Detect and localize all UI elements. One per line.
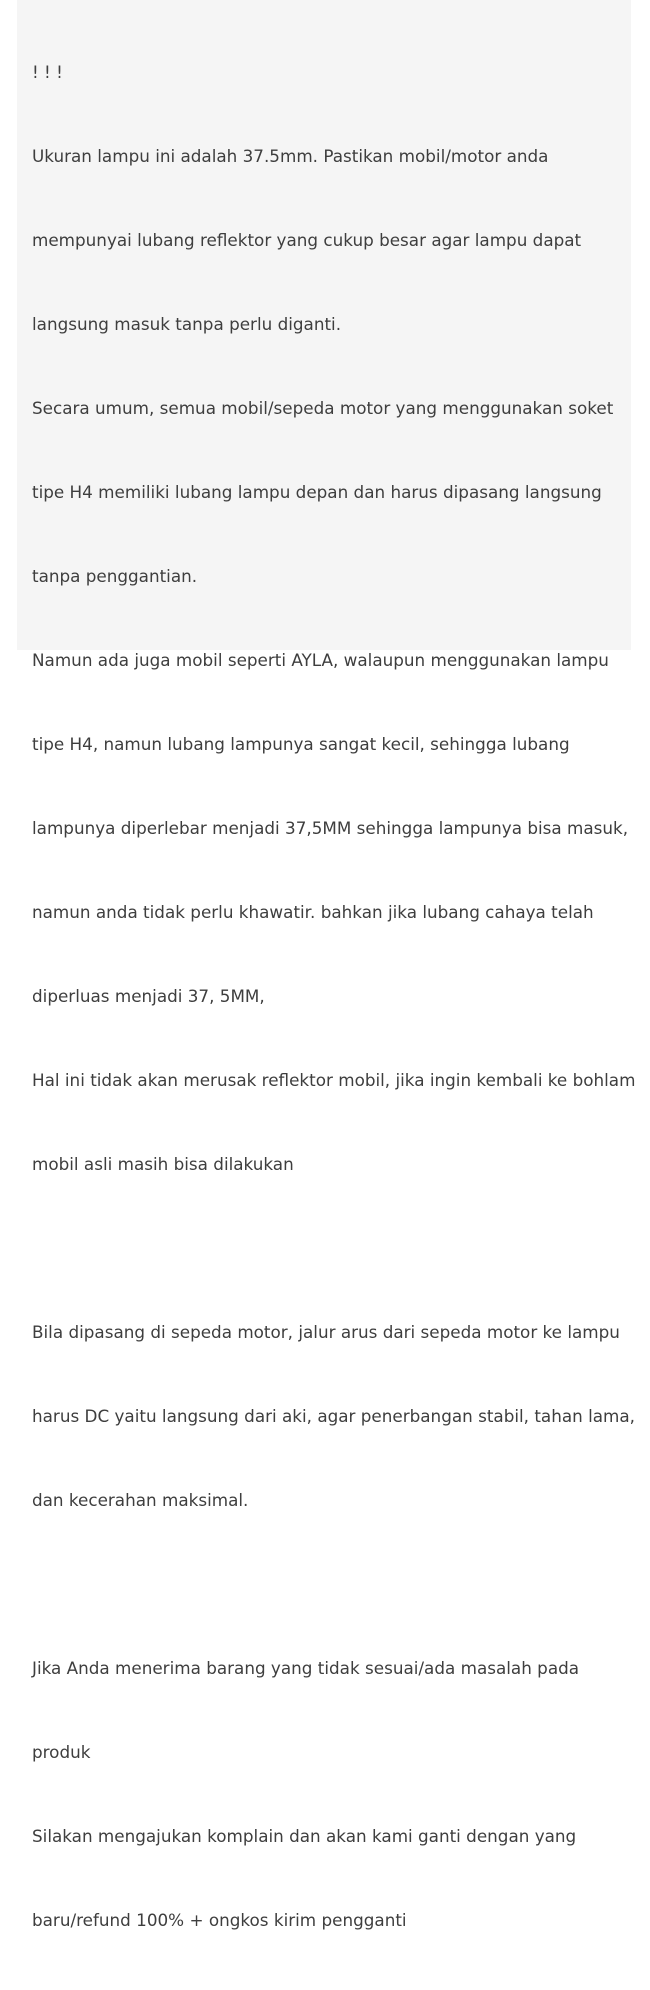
description-line: langsung masuk tanpa perlu diganti. bbox=[32, 314, 342, 334]
description-line: harus DC yaitu langsung dari aki, agar penerbangan stabil, tahan lama, bbox=[32, 1406, 636, 1426]
description-line: Bila dipasang di sepeda motor, jalur arus dari sepeda motor ke lampu bbox=[32, 1322, 620, 1342]
description-line: tipe H4 memiliki lubang lampu depan dan harus dipasang langsung bbox=[32, 482, 602, 502]
description-line: baru/refund 100% + ongkos kirim pengganti bbox=[32, 1910, 407, 1930]
description-line: mempunyai lubang reflektor yang cukup besar agar lampu dapat bbox=[32, 230, 582, 250]
description-line: tanpa penggantian. bbox=[32, 566, 198, 586]
product-description-text bbox=[32, 2, 636, 1990]
description-line: namun anda tidak perlu khawatir. bahkan jika lubang cahaya telah bbox=[32, 902, 594, 922]
description-line: Hal ini tidak akan merusak reflektor mobil, jika ingin kembali ke bohlam bbox=[32, 1070, 636, 1090]
description-line: produk bbox=[32, 1742, 91, 1762]
description-line: mobil asli masih bisa dilakukan bbox=[32, 1154, 294, 1174]
description-line: diperluas menjadi 37, 5MM, bbox=[32, 986, 265, 1006]
description-line: Jika Anda menerima barang yang tidak sesuai/ada masalah pada bbox=[32, 1658, 580, 1678]
description-blank-line bbox=[32, 1234, 631, 1262]
description-line: tipe H4, namun lubang lampunya sangat kecil, sehingga lubang bbox=[32, 734, 570, 754]
description-line: dan kecerahan maksimal. bbox=[32, 1490, 249, 1510]
description-blank-line bbox=[32, 1570, 631, 1598]
description-line: Silakan mengajukan komplain dan akan kami ganti dengan yang bbox=[32, 1826, 577, 1846]
description-line: Secara umum, semua mobil/sepeda motor yang menggunakan soket bbox=[32, 398, 614, 418]
description-line: Ukuran lampu ini adalah 37.5mm. Pastikan mobil/motor anda bbox=[32, 146, 549, 166]
description-line: Namun ada juga mobil seperti AYLA, walaupun menggunakan lampu bbox=[32, 650, 609, 670]
product-description-panel bbox=[17, 0, 636, 1930]
description-line: ! ! ! bbox=[32, 62, 63, 82]
description-line: lampunya diperlebar menjadi 37,5MM sehingga lampunya bisa masuk, bbox=[32, 818, 629, 838]
